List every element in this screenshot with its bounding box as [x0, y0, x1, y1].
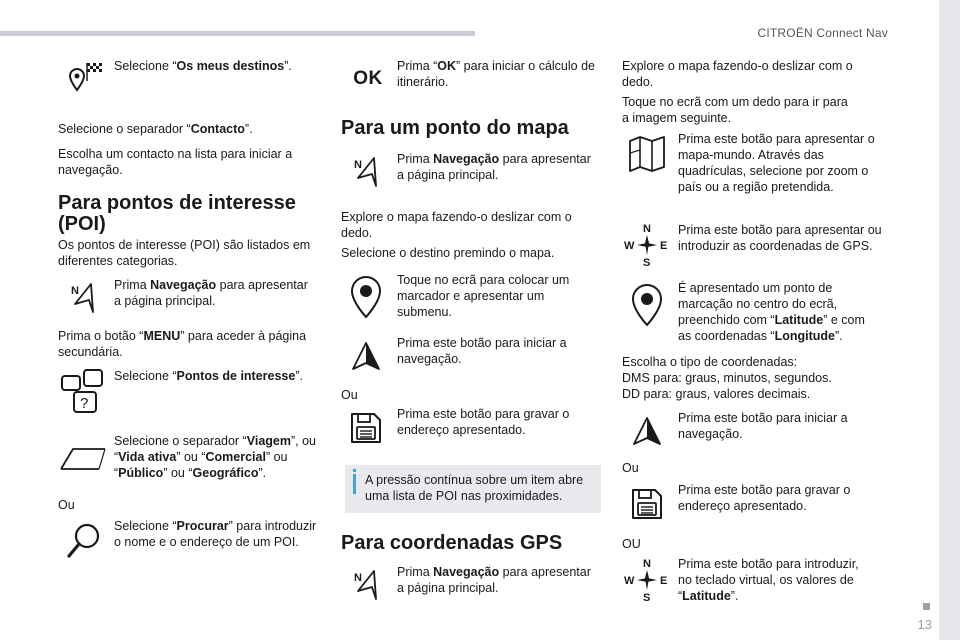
- map-point-heading: Para um ponto do mapa: [341, 117, 569, 139]
- dms-text: DMS para: graus, minutos, segundos.: [622, 371, 832, 385]
- gps-navigation-text: Prima Navegação para apresentar a página principal.: [397, 565, 591, 595]
- ok-row: [341, 58, 603, 98]
- ok-button-icon: OK: [353, 68, 383, 89]
- poi-heading: Para pontos de interesse (POI): [58, 192, 296, 235]
- gps-explore-text: Explore o mapa fazendo-o deslizar com o dedo.: [622, 59, 853, 89]
- compass-icon: [622, 556, 672, 602]
- poi-select-text: Selecione “Pontos de interesse”.: [114, 369, 303, 383]
- my-destinations-text: Selecione “Os meus destinos”.: [114, 59, 292, 73]
- or-text: Ou: [622, 461, 639, 475]
- gps-heading: Para coordenadas GPS: [341, 532, 563, 554]
- side-tab: [939, 0, 960, 640]
- poi-search-text: Selecione “Procurar” para introduzir o nome e o endereço de um POI.: [114, 519, 317, 549]
- info-note-text: A pressão contínua sobre um item abre uma lista de POI nas proximidades.: [365, 473, 584, 503]
- map-pin-icon: [341, 272, 391, 322]
- svg-text:E: E: [660, 240, 668, 252]
- or-text: OU: [622, 537, 641, 551]
- header-rule: [0, 31, 475, 36]
- info-note: [345, 465, 601, 513]
- map-select-dest-text: Selecione o destino premindo o mapa.: [341, 246, 555, 260]
- north-letter: N: [71, 285, 79, 297]
- destination-flag-icon: [58, 58, 108, 100]
- poi-tabs-text: Selecione o separador “Viagem”, ou “Vida ativa” ou “Comercial” ou “Público” ou “Geográfico”.: [114, 434, 316, 480]
- poi-navigation-text: Prima Navegação para apresentar a página principal.: [114, 278, 308, 308]
- svg-text:S: S: [643, 592, 651, 602]
- gps-keyboard-row: [622, 556, 884, 606]
- gps-keyboard-text: Prima este botão para introduzir, no teclado virtual, os valores de “Latitude”.: [678, 557, 859, 603]
- svg-text:N: N: [643, 223, 651, 235]
- map-navigation-text: Prima Navegação para apresentar a página principal.: [397, 152, 591, 182]
- contact-tab-text: Selecione o separador “Contacto”.: [58, 122, 253, 136]
- or-text: Ou: [58, 498, 75, 512]
- navigation-arrow-icon: [341, 151, 391, 193]
- coord-type-text: Escolha o tipo de coordenadas:: [622, 355, 798, 369]
- navigation-arrow-icon: [58, 277, 108, 319]
- poi-navigation-row: [58, 277, 318, 317]
- map-navigation-row: [341, 151, 603, 191]
- map-save-row: [341, 406, 603, 450]
- gps-marker-row: [622, 280, 884, 346]
- contact-list-text: Escolha um contacto na lista para iniciar a navegação.: [58, 147, 293, 177]
- poi-intro-text: Os pontos de interesse (POI) são listados em diferentes categorias.: [58, 238, 311, 268]
- dd-text: DD para: graus, valores decimais.: [622, 387, 811, 401]
- world-map-row: [622, 131, 884, 211]
- svg-text:N: N: [643, 558, 651, 570]
- my-destinations-row: [58, 58, 318, 102]
- gps-coords-row: [622, 222, 884, 266]
- map-marker-text: Toque no ecrã para colocar um marcador e apresentar um submenu.: [397, 273, 570, 319]
- map-start-nav-row: [341, 335, 603, 375]
- menu-text: Prima o botão “MENU” para aceder à página secundária.: [58, 329, 307, 359]
- save-icon: [622, 482, 672, 526]
- gps-navigation-row: [341, 564, 603, 604]
- svg-text:W: W: [624, 240, 635, 252]
- gps-marker-text: É apresentado um ponto de marcação no centro do ecrã, preenchido com “Latitude” e com as coordenadas “Longitude”.: [678, 281, 865, 343]
- search-icon: [58, 518, 108, 564]
- ok-text: Prima “OK” para iniciar o cálculo de itinerário.: [397, 59, 595, 89]
- map-save-text: Prima este botão para gravar o endereço apresentado.: [397, 407, 570, 437]
- map-pin-icon: [622, 280, 672, 330]
- gps-start-nav-row: [622, 410, 884, 450]
- gps-save-row: [622, 482, 884, 526]
- info-icon: [353, 474, 356, 494]
- gps-save-text: Prima este botão para gravar o endereço apresentado.: [678, 483, 851, 513]
- svg-text:N: N: [354, 159, 362, 171]
- gps-coords-text: Prima este botão para apresentar ou introduzir as coordenadas de GPS.: [678, 223, 882, 253]
- poi-select-row: [58, 368, 318, 414]
- poi-search-row: [58, 518, 320, 564]
- map-marker-row: [341, 272, 603, 322]
- start-navigation-icon: [622, 410, 672, 452]
- save-icon: [341, 406, 391, 450]
- page-number: 13: [917, 617, 932, 632]
- world-map-icon: [622, 131, 672, 175]
- gps-touch-text: Toque no ecrã com um dedo para ir para a imagem seguinte.: [622, 95, 848, 125]
- poi-categories-icon: [58, 368, 108, 414]
- svg-text:E: E: [660, 575, 668, 587]
- world-map-text: Prima este botão para apresentar o mapa-mundo. Através das quadrículas, selecione por zoom o país ou a região pretendida.: [678, 132, 875, 194]
- map-start-nav-text: Prima este botão para iniciar a navegação.: [397, 336, 567, 366]
- poi-tabs-row: [58, 433, 318, 483]
- svg-text:W: W: [624, 575, 635, 587]
- navigation-arrow-icon: [341, 564, 391, 606]
- svg-text:N: N: [354, 572, 362, 584]
- compass-icon: [622, 222, 672, 266]
- gps-start-nav-text: Prima este botão para iniciar a navegação.: [678, 411, 848, 441]
- svg-text:?: ?: [80, 395, 89, 412]
- map-explore-text: Explore o mapa fazendo-o deslizar com o dedo.: [341, 210, 572, 240]
- header-title: CITROËN Connect Nav: [757, 26, 888, 40]
- page-marker: [923, 603, 930, 610]
- svg-text:S: S: [643, 257, 651, 267]
- start-navigation-icon: [341, 335, 391, 377]
- or-text: Ou: [341, 388, 358, 402]
- tab-selector-icon: [58, 437, 108, 479]
